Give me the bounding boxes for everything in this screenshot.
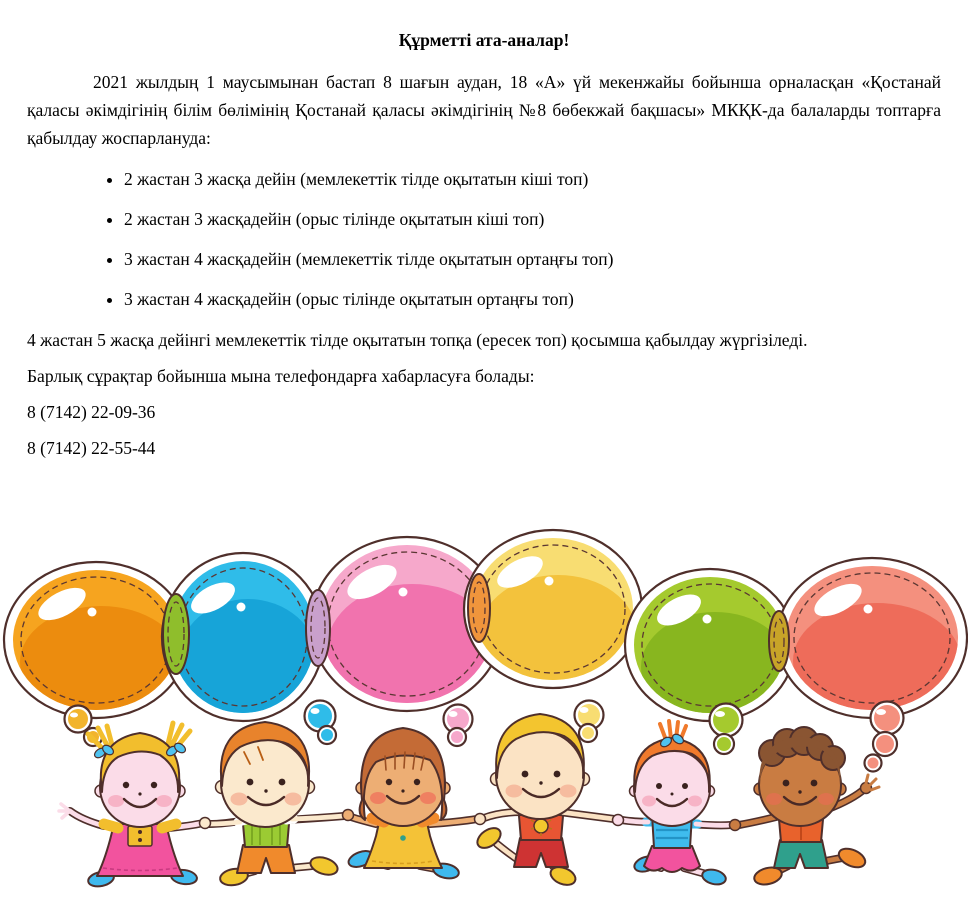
balloon-orange — [4, 562, 188, 718]
child-boy-teal-shorts — [739, 727, 879, 887]
child-boy-green-shirt — [209, 722, 344, 887]
intro-paragraph: 2021 жылдың 1 маусымынан бастап 8 шағын аудан, 18 «А» үй мекенжайы бойынша орналасқан «Қостанай қаласы әкімдігінің білім бөлімінің Қостанай қаласы әкімдігінің №8 бөбекжай бақшасы» МКҚК-да балаларды топтарға қабылдау жоспарлануда: — [27, 72, 941, 148]
additional-admission-paragraph: 4 жастан 5 жасқа дейінгі мемлекеттік тілде оқытатын топқа (ересек топ) қосымша қабылдау жүргізіледі. — [27, 330, 808, 350]
contact-intro-paragraph: Барлық сұрақтар бойынша мына телефондарға хабарласуға болады: — [27, 366, 535, 386]
balloon-overlap-2 — [306, 590, 330, 666]
child-girl-pink-dress — [59, 723, 203, 889]
balloon-overlap-3 — [468, 574, 490, 642]
balloon-overlap-4 — [769, 611, 789, 671]
phone-number-1: 8 (7142) 22-09-36 — [27, 402, 156, 422]
children-balloons-svg — [0, 518, 968, 902]
age-group-item: • 2 жастан 3 жасқадейін (орыс тілінде оқытатын кіші топ) — [124, 206, 941, 233]
balloon-coral — [777, 558, 967, 719]
thought-trail-green — [710, 704, 743, 755]
thought-trail-yellow — [575, 701, 604, 743]
page-title: Құрметті ата-аналар! — [398, 30, 570, 50]
balloon-overlap-1 — [163, 594, 189, 674]
age-group-item: • 3 жастан 4 жасқадейін (орыс тілінде оқытатын ортаңғы топ) — [124, 286, 941, 313]
phone-number-2: 8 (7142) 22-55-44 — [27, 438, 156, 458]
children-illustration — [0, 518, 968, 902]
age-groups-list — [27, 166, 941, 313]
thought-trail-blue — [305, 701, 337, 745]
age-group-item: • 3 жастан 4 жасқадейін (мемлекеттік тілде оқытатын ортаңғы топ) — [124, 246, 941, 273]
thought-trail-pink — [444, 705, 473, 747]
child-girl-yellow-dress — [346, 728, 477, 881]
age-group-item: • 2 жастан 3 жасқа дейін (мемлекеттік тілде оқытатын кіші топ) — [124, 166, 941, 193]
